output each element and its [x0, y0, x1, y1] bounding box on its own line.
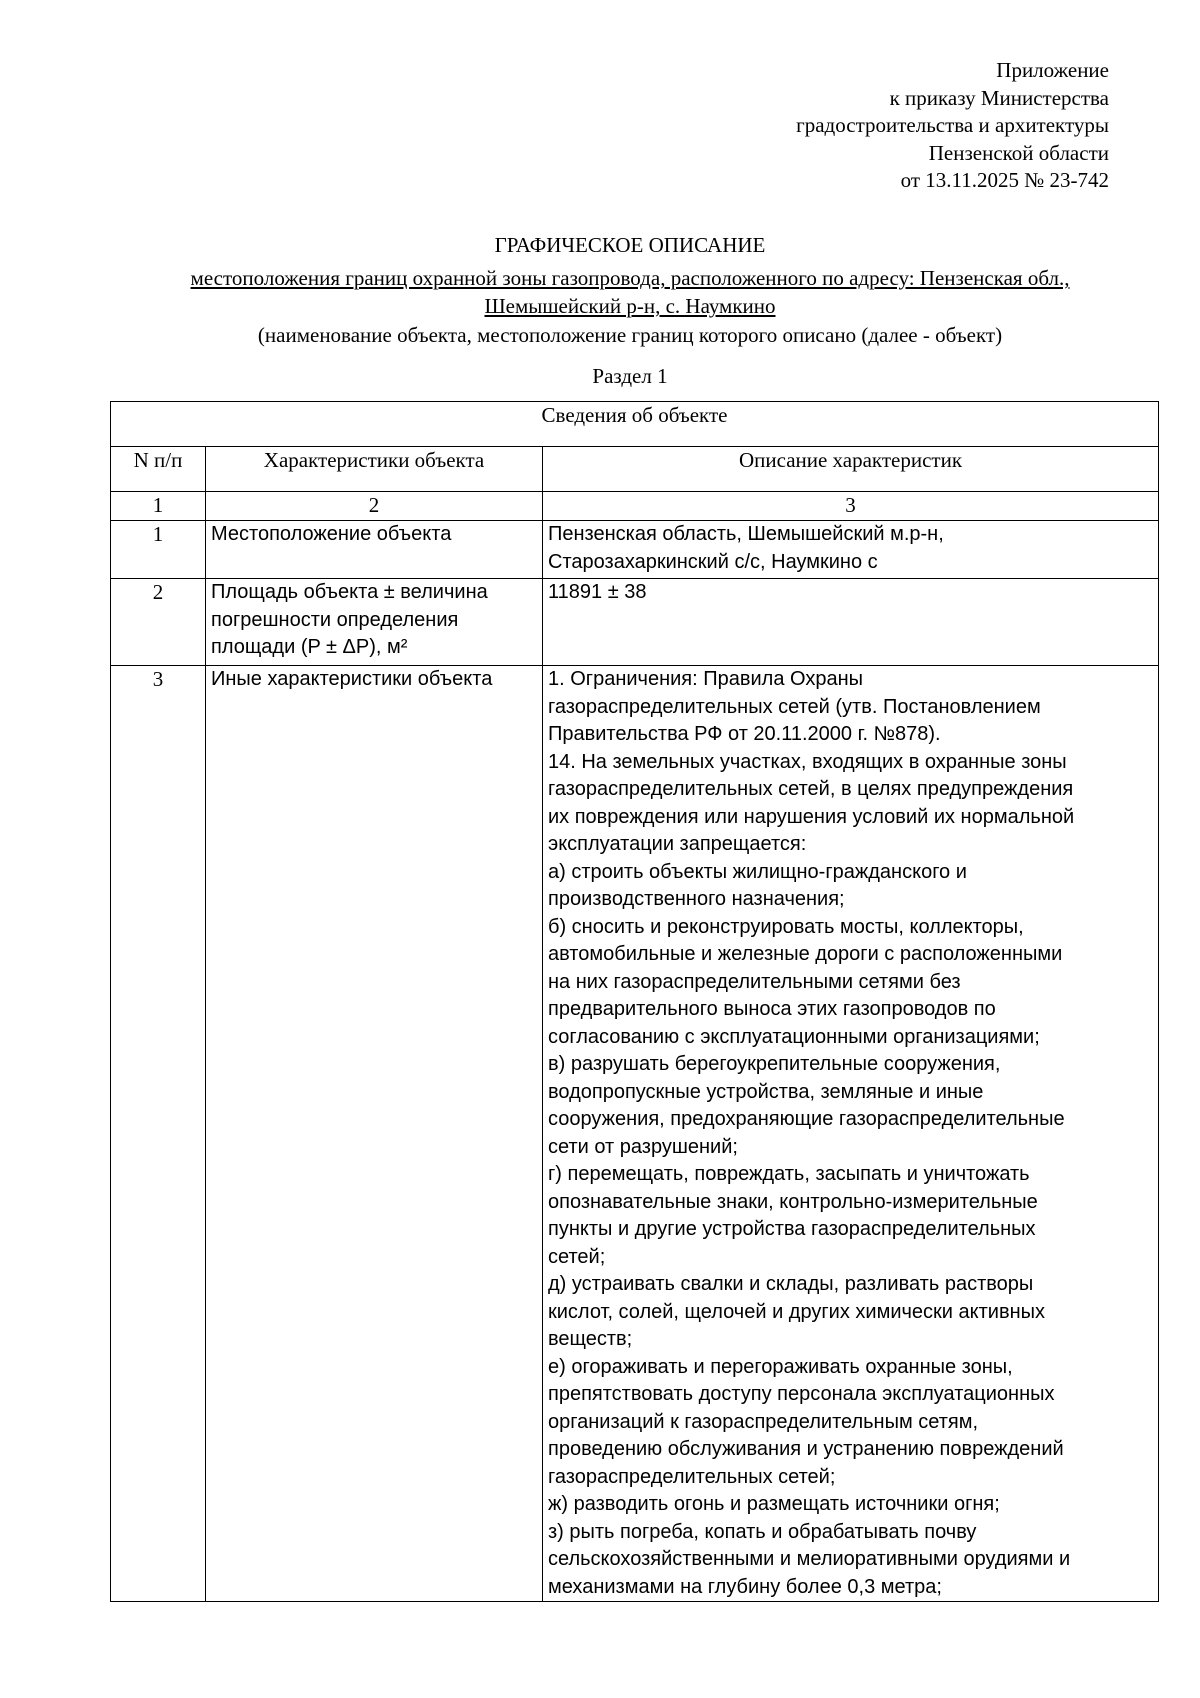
header-num: N п/п [111, 447, 206, 492]
row-characteristic [206, 521, 543, 579]
document-subtitle [100, 264, 1160, 320]
text-line: Местоположение объекта [211, 523, 452, 545]
text-line: производственного назначения; [548, 888, 845, 910]
text-line: препятствовать доступу персонала эксплуатационных [548, 1383, 1055, 1405]
table-row [111, 579, 1159, 666]
text-line: автомобильные и железные дороги с расположенными [548, 943, 1063, 965]
text-line: сети от разрушений; [548, 1135, 738, 1158]
row-characteristic [206, 666, 543, 1602]
text-line: а) строить объекты жилищно-гражданского и [548, 860, 967, 883]
row-description [543, 579, 1159, 666]
text-line: сельскохозяйственными и мелиоративными орудиями и [548, 1548, 1071, 1570]
text-line: на них газораспределительными сетями без [548, 970, 961, 993]
text-line: ж) разводить огонь и размещать источники огня; [548, 1493, 1000, 1515]
appendix-block [796, 57, 1109, 195]
table-header-row [111, 447, 1159, 492]
text-line: з) рыть погреба, копать и обрабатывать почву [548, 1520, 977, 1543]
table-row [111, 666, 1159, 1602]
header-characteristic: Характеристики объекта [206, 447, 543, 492]
section-heading: Раздел 1 [592, 364, 668, 388]
text-line: д) устраивать свалки и склады, разливать растворы [548, 1273, 1034, 1295]
table-title-row [111, 402, 1159, 447]
text-line: предварительного выноса этих газопроводов по [548, 998, 996, 1020]
text-line: газораспределительных сетей, в целях предупреждения [548, 778, 1074, 800]
text-line: эксплуатации запрещается: [548, 833, 807, 855]
row-characteristic [206, 579, 543, 666]
header-description: Описание характеристик [543, 447, 1159, 492]
column-number: 1 [111, 492, 206, 521]
table-title: Сведения об объекте [111, 402, 1159, 447]
text-line: механизмами на глубину более 0,3 метра; [548, 1575, 942, 1598]
column-number: 2 [206, 492, 543, 521]
text-line: организаций к газораспределительным сетям, [548, 1410, 979, 1433]
row-number: 2 [111, 579, 206, 666]
text-line: погрешности определения [211, 608, 459, 631]
row-description [543, 666, 1159, 1602]
text-line: газораспределительных сетей; [548, 1465, 836, 1488]
column-number: 3 [543, 492, 1159, 521]
object-info-table [110, 401, 1159, 1602]
text-line: б) сносить и реконструировать мосты, коллекторы, [548, 915, 1024, 938]
row-description [543, 521, 1159, 579]
text-line: водопропускные устройства, земляные и иные [548, 1080, 984, 1103]
text-line: площади (P ± ΔP), м² [211, 636, 408, 658]
text-line: пункты и другие устройства газораспределительных [548, 1218, 1036, 1240]
text-line: сетей; [548, 1245, 606, 1268]
text-line: Старозахаркинский с/с, Наумкино с [548, 550, 878, 573]
appendix-line: от 13.11.2025 № 23-742 [900, 168, 1109, 192]
appendix-line: к приказу Министерства [889, 85, 1109, 110]
text-line: Пензенская область, Шемышейский м.р-н, [548, 523, 944, 545]
text-line: г) перемещать, повреждать, засыпать и уничтожать [548, 1163, 1030, 1185]
subtitle-caption: (наименование объекта, местоположение границ которого описано (далее - объект) [257, 323, 1003, 347]
text-line: опознавательные знаки, контрольно-измерительные [548, 1190, 1038, 1213]
subtitle-line: Шемышейский р-н, с. Наумкино [484, 294, 776, 318]
text-line: в) разрушать берегоукрепительные сооружения, [548, 1053, 1001, 1075]
text-line: согласованию с эксплуатационными организациями; [548, 1025, 1040, 1048]
text-line: их повреждения или нарушения условий их нормальной [548, 805, 1075, 828]
text-line: Правительства РФ от 20.11.2000 г. №878). [548, 723, 941, 745]
text-line: веществ; [548, 1328, 633, 1350]
row-number: 3 [111, 666, 206, 1602]
appendix-line: градостроительства и архитектуры [796, 113, 1109, 137]
text-line: газораспределительных сетей (утв. Постановлением [548, 695, 1041, 718]
appendix-line: Приложение [996, 58, 1109, 82]
row-number: 1 [111, 521, 206, 579]
subtitle-line: местоположения границ охранной зоны газопровода, расположенного по адресу: Пензенская обл., [190, 266, 1070, 290]
text-line: 1. Ограничения: Правила Охраны [548, 668, 864, 690]
text-line: 14. На земельных участках, входящих в охранные зоны [548, 750, 1067, 773]
document-title: ГРАФИЧЕСКОЕ ОПИСАНИЕ [494, 233, 766, 257]
text-line: проведению обслуживания и устранению повреждений [548, 1438, 1064, 1460]
text-line: сооружения, предохраняющие газораспределительные [548, 1108, 1065, 1130]
text-line: 11891 ± 38 [548, 581, 647, 603]
appendix-line: Пензенской области [928, 140, 1109, 165]
text-line: Иные характеристики объекта [211, 668, 493, 690]
text-line: кислот, солей, щелочей и других химически активных [548, 1300, 1045, 1323]
column-number-row [111, 492, 1159, 521]
text-line: е) огораживать и перегораживать охранные зоны, [548, 1355, 1013, 1378]
table-row [111, 521, 1159, 579]
text-line: Площадь объекта ± величина [211, 581, 488, 603]
